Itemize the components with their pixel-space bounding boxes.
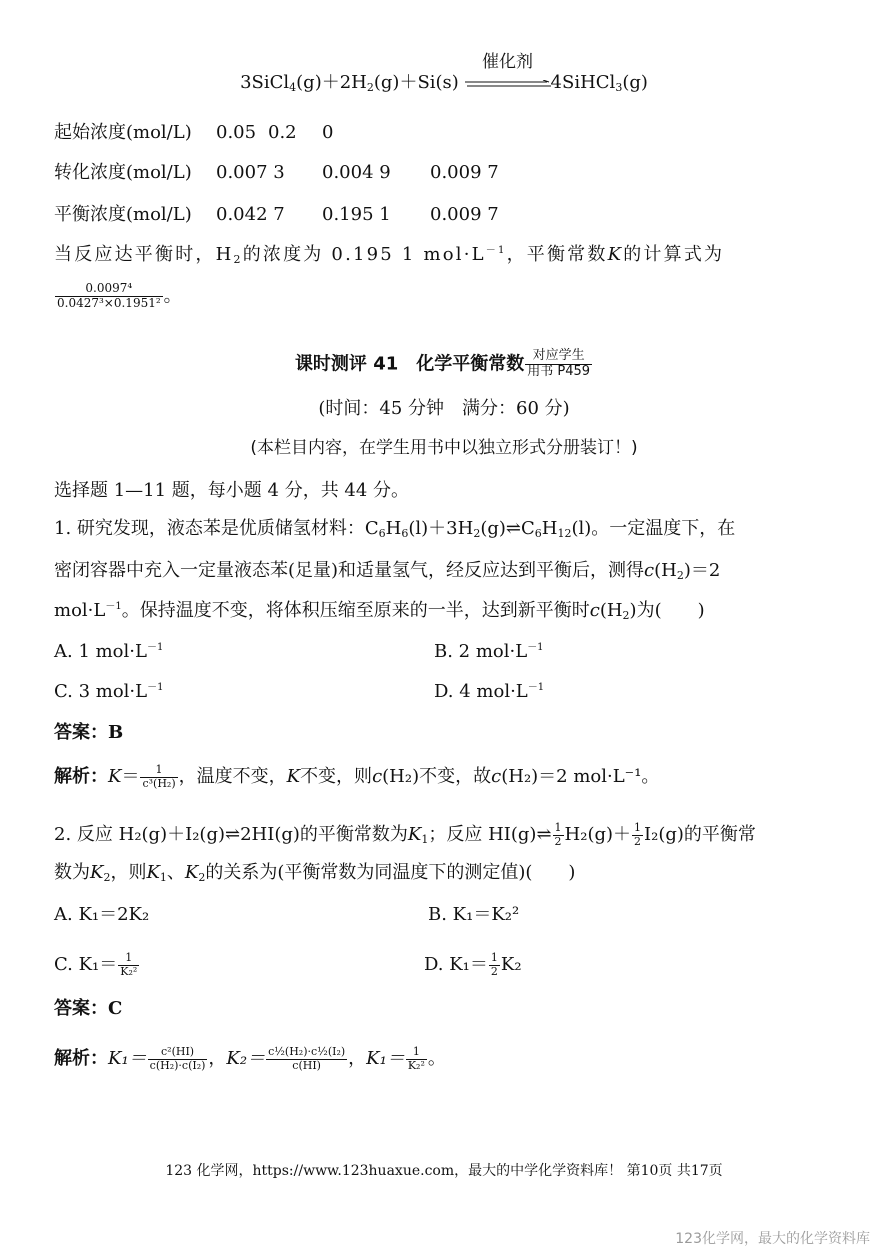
q1-option-a: A. 1 $mol\cdot L^{-1}$ <box>54 641 164 662</box>
cell: 0.009 7 <box>430 204 499 225</box>
q1-option-b: B. 2 $mol\cdot L^{-1}$ <box>434 641 544 662</box>
equilibrium-fraction: $\frac{\text{0.0097⁴}}{\text{0.0427³×0.1951²}}$ 。 <box>57 281 182 310</box>
q2-answer: 答案：C <box>54 998 123 1019</box>
q1-answer: 答案：B <box>54 722 124 743</box>
cell: 0.042 7 <box>216 204 285 225</box>
q2-a-fraction-2: $\frac{\text{c½(H₂)·c½(I₂)}}{c(HI)}$ <box>268 1045 346 1072</box>
q2-optd-fraction: $\frac{1}{2}$ <box>490 951 498 978</box>
q2-line1: 2. 反应 H₂(g)＋I₂(g)⇌2HI(g)的平衡常数为$K_1$；反应 HI(g)⇌ $\frac{1}{2}$ H₂(g)＋ $\frac{1}{2}$ I₂(g)的平衡常 <box>54 821 756 848</box>
q2-option-b: B. K₁＝K₂² <box>428 904 520 925</box>
q2-option-a: A. K₁＝2K₂ <box>54 904 150 925</box>
row-label: 转化浓度(mol/L) <box>54 162 192 183</box>
watermark: 123化学网，最大的化学资料库 <box>675 1231 870 1247</box>
cell: 0.007 3 <box>216 162 285 183</box>
q1-option-c: C. 3 $mol\cdot L^{-1}$ <box>54 681 164 702</box>
q2-analysis: 解析：K₁＝ $\frac{\text{c²(HI)}}{\text{c(H₂)·c(I₂)}}$ ，K₂＝ $\frac{\text{c½(H₂)·c½(I₂)}}{c(HI)}$ ，K₁＝ $\frac{1}{\text{K₂²}}$ 。 <box>54 1045 446 1072</box>
cell: 0.195 1 <box>322 204 391 225</box>
page-footer: 123 化学网，https://www.123huaxue.com，最大的中学化学资料库！ 第10页 共17页 <box>165 1163 723 1179</box>
top-equation: $3SiCl_4(g)+2H_2(g)+Si(s)$ 催化剂 4SiHCl$_3$(g) <box>240 52 648 94</box>
binding-note: (本栏目内容，在学生用书中以独立形式分册装订！) <box>250 438 638 458</box>
catalyst-arrow <box>465 52 551 92</box>
cell: 0.2 <box>268 122 297 143</box>
q1-analysis: 解析：K＝ $\frac{1}{\text{c³(H₂)}}$ ，温度不变，K不变，则c(H₂)不变，故c(H₂)＝2 mol·L⁻¹。 <box>54 763 660 790</box>
q2-a-fraction-3: $\frac{1}{\text{K₂²}}$ <box>407 1045 425 1072</box>
row-label: 平衡浓度(mol/L) <box>54 204 192 225</box>
cell: 0.009 7 <box>430 162 499 183</box>
q2-option-c: C. K₁＝ $\frac{1}{\text{K₂²}}$ <box>54 951 138 978</box>
q1-line1: 1. 研究发现，液态苯是优质储氢材料：$C_6H_6(l)+3H_2(g)\rightleftharpoons C_6H_{12}(l)$。一定温度下，在 <box>54 518 736 540</box>
q1-line2: 密闭容器中充入一定量液态苯(足量)和适量氢气，经反应达到平衡后，测得$c(H_2)=2$ <box>54 560 721 582</box>
q2-option-d: D. K₁＝ $\frac{1}{2}$ K₂ <box>424 951 522 978</box>
section-title: 课时测评 41 化学平衡常数 $\frac{\text{对应学生}}{\text{用书 P459}}$ <box>294 348 591 379</box>
cell: 0.004 9 <box>322 162 391 183</box>
q2-a-fraction-1: $\frac{\text{c²(HI)}}{\text{c(H₂)·c(I₂)}}$ <box>149 1045 206 1072</box>
q2-half-1: $\frac{1}{2}$ <box>554 821 562 848</box>
q2-optc-fraction: $\frac{1}{\text{K₂²}}$ <box>120 951 138 978</box>
q1-option-d: D. 4 $mol\cdot L^{-1}$ <box>434 681 545 702</box>
k-fraction: $\frac{\text{0.0097⁴}}{\text{0.0427³×0.1951²}}$ <box>57 281 161 310</box>
time-info: (时间：45 分钟 满分：60 分) <box>318 398 570 419</box>
section-note: $\frac{\text{对应学生}}{\text{用书 P459}}$ <box>527 348 591 379</box>
row-label: 起始浓度(mol/L) <box>54 122 192 143</box>
q2-half-2: $\frac{1}{2}$ <box>634 821 642 848</box>
equilibrium-arrow-icon <box>465 80 551 88</box>
instruction: 选择题 1—11 题，每小题 4 分，共 44 分。 <box>54 480 410 501</box>
equilibrium-sentence: 当反应达平衡时，$H_2$的浓度为 0.195 1 $mol\cdot L^{-1}$，平衡常数K的计算式为 <box>54 244 725 266</box>
cell: 0.05 <box>216 122 257 143</box>
q2-line2: 数为$K_2$，则$K_1$、$K_2$的关系为(平衡常数为同温度下的测定值)( ) <box>54 862 576 884</box>
q1-line3: $mol\cdot L^{-1}$。保持温度不变，将体积压缩至原来的一半，达到新平衡时$c(H_2)$为( ) <box>54 600 705 622</box>
catalyst-label: 催化剂 <box>482 52 534 72</box>
q1-fraction: $\frac{1}{\text{c³(H₂)}}$ <box>142 763 176 790</box>
cell: 0 <box>322 122 334 143</box>
